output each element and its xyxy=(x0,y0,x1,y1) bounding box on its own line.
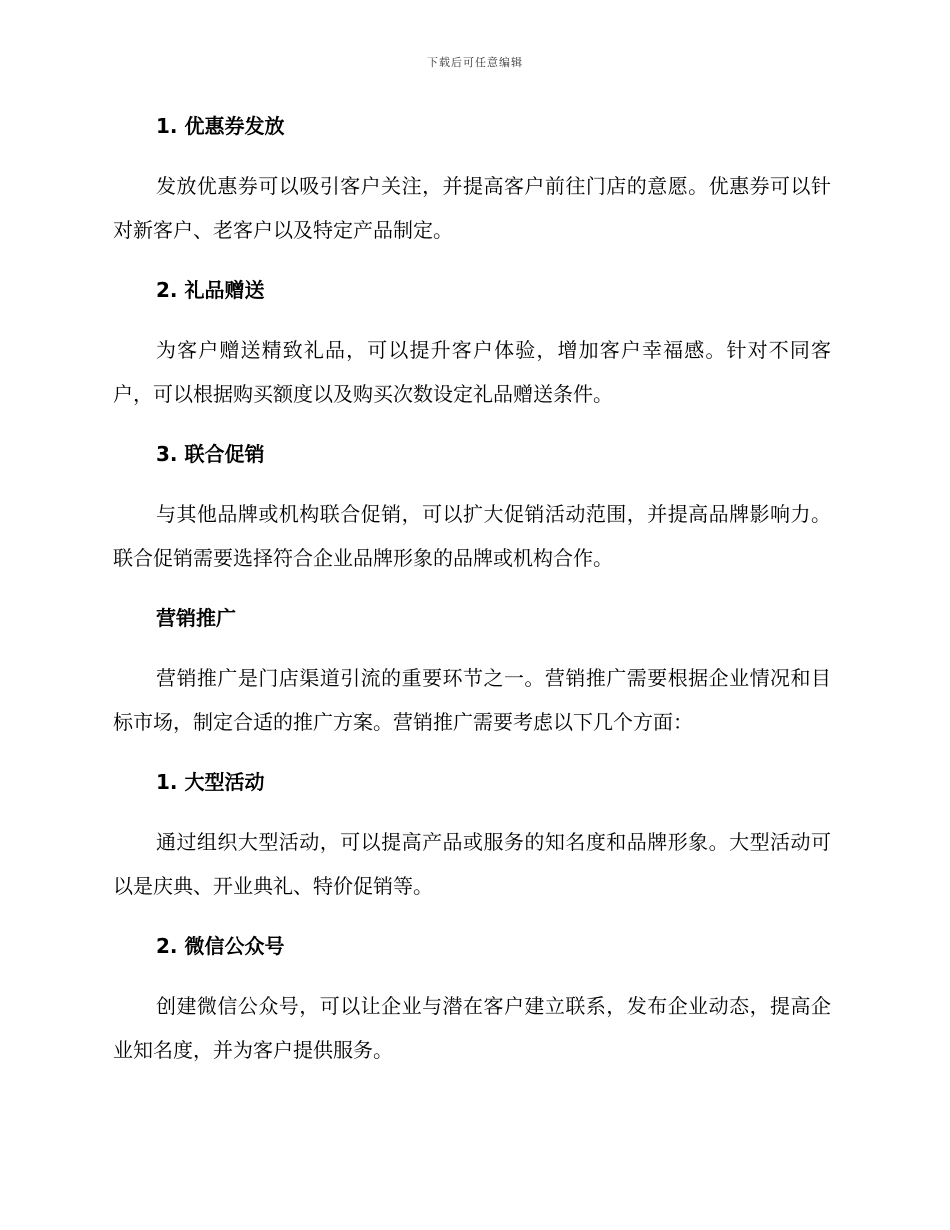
section-paragraph-gift: 为客户赠送精致礼品，可以提升客户体验，增加客户幸福感。针对不同客户，可以根据购买额度以及购买次数设定礼品赠送条件。 xyxy=(113,338,831,406)
section-heading-coupon: 1. 优惠券发放 xyxy=(156,114,285,138)
section-heading-wechat: 2. 微信公众号 xyxy=(156,934,285,958)
section-heading-joint-promotion: 3. 联合促销 xyxy=(156,442,265,466)
section-paragraph-wechat: 创建微信公众号，可以让企业与潜在客户建立联系，发布企业动态，提高企业知名度，并为客户提供服务。 xyxy=(113,994,831,1062)
section-heading-gift: 2. 礼品赠送 xyxy=(156,278,265,302)
section-paragraph-marketing: 营销推广是门店渠道引流的重要环节之一。营销推广需要根据企业情况和目标市场，制定合适的推广方案。营销推广需要考虑以下几个方面： xyxy=(113,666,831,734)
section-paragraph-joint-promotion: 与其他品牌或机构联合促销，可以扩大促销活动范围，并提高品牌影响力。联合促销需要选择符合企业品牌形象的品牌或机构合作。 xyxy=(113,502,831,570)
section-paragraph-large-event: 通过组织大型活动，可以提高产品或服务的知名度和品牌形象。大型活动可以是庆典、开业典礼、特价促销等。 xyxy=(113,830,831,898)
header-note: 下载后可任意编辑 xyxy=(427,56,523,69)
section-heading-marketing: 营销推广 xyxy=(156,606,236,630)
section-paragraph-coupon: 发放优惠券可以吸引客户关注，并提高客户前往门店的意愿。优惠券可以针对新客户、老客户以及特定产品制定。 xyxy=(113,174,831,242)
document-body xyxy=(113,112,831,1096)
section-heading-large-event: 1. 大型活动 xyxy=(156,770,265,794)
